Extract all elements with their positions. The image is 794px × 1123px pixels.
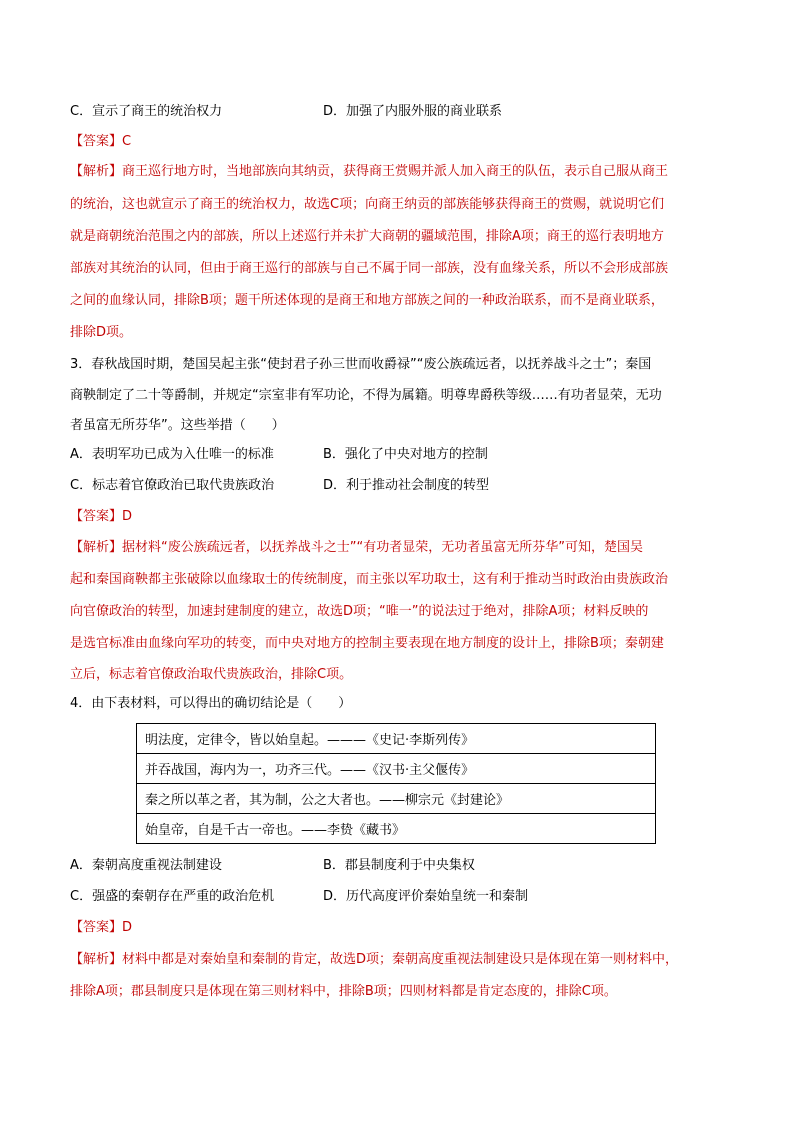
option-a: A．表明军功已成为入仕唯一的标准 bbox=[70, 447, 274, 462]
table-cell: 明法度，定律令，皆以始皇起。———《史记·李斯列传》 bbox=[137, 724, 656, 754]
question-stem: 商鞅制定了二十等爵制，并规定“宗室非有军功论，不得为属籍。明尊卑爵秩等级……有功者显荣，无功 bbox=[70, 388, 662, 403]
answer-value: D bbox=[122, 509, 133, 524]
option-c bbox=[70, 102, 222, 122]
analysis-line: 立后，标志着官僚政治取代贵族政治，排除C项。 bbox=[70, 667, 353, 682]
analysis-text: 材料中都是对秦始皇和秦制的肯定，故选D项；秦朝高度重视法制建设只是体现在第一则材料中， bbox=[122, 952, 679, 967]
analysis-line: 的统治，这也就宣示了商王的统治权力，故选C项；向商王纳贡的部族能够获得商王的赏赐，就说明它们 bbox=[70, 197, 665, 212]
table-cell: 秦之所以革之者，其为制，公之大者也。——柳宗元《封建论》 bbox=[137, 784, 656, 814]
option-text: D．加强了内服外服的商业联系 bbox=[323, 104, 503, 119]
analysis-label: 【解析】 bbox=[70, 164, 123, 179]
source-table bbox=[136, 723, 656, 844]
question-stem: 者虽富无所芬华”。这些举措（ ） bbox=[70, 418, 285, 433]
option-d: D．利于推动社会制度的转型 bbox=[323, 478, 490, 493]
answer-label: 【答案】 bbox=[70, 134, 123, 149]
option-a: A．秦朝高度重视法制建设 bbox=[70, 858, 222, 873]
answer-value: C bbox=[122, 134, 132, 149]
answer-line bbox=[70, 918, 132, 938]
option-d: D．历代高度评价秦始皇统一和秦制 bbox=[323, 889, 529, 904]
table-row bbox=[137, 784, 656, 814]
analysis-line bbox=[70, 950, 678, 970]
analysis-line bbox=[70, 162, 668, 182]
analysis-line bbox=[70, 538, 643, 558]
question-stem: 3．春秋战国时期，楚国吴起主张“使封君子孙三世而收爵禄”“废公族疏远者，以抚养战斗之士”；秦国 bbox=[70, 357, 652, 372]
analysis-text: 据材料“废公族疏远者，以抚养战斗之士”“有功者显荣，无功者虽富无所芬华”可知，楚国吴 bbox=[122, 540, 643, 555]
analysis-text: 商王巡行地方时，当地部族向其纳贡，获得商王赏赐并派人加入商王的队伍，表示自己服从商王 bbox=[122, 164, 669, 179]
analysis-line: 起和秦国商鞅都主张破除以血缘取士的传统制度，而主张以军功取士，这有利于推动当时政治由贵族政治 bbox=[70, 572, 669, 587]
answer-label: 【答案】 bbox=[70, 509, 123, 524]
option-b: B．强化了中央对地方的控制 bbox=[323, 447, 488, 462]
option-c: C．标志着官僚政治已取代贵族政治 bbox=[70, 478, 275, 493]
table-row bbox=[137, 754, 656, 784]
option-text: C．宣示了商王的统治权力 bbox=[70, 104, 223, 119]
answer-line bbox=[70, 507, 132, 527]
option-d bbox=[323, 102, 502, 122]
analysis-line: 向官僚政治的转型，加速封建制度的建立，故选D项；“唯一”的说法过于绝对，排除A项；材料反映的 bbox=[70, 604, 649, 619]
option-c: C．强盛的秦朝存在严重的政治危机 bbox=[70, 889, 275, 904]
analysis-line: 是选官标准由血缘向军功的转变，而中央对地方的控制主要表现在地方制度的设计上，排除B项；秦朝建 bbox=[70, 636, 664, 651]
answer-label: 【答案】 bbox=[70, 920, 123, 935]
table-row bbox=[137, 814, 656, 844]
analysis-label: 【解析】 bbox=[70, 540, 123, 555]
analysis-line: 排除A项；郡县制度只是体现在第三则材料中，排除B项；四则材料都是肯定态度的，排除C项。 bbox=[70, 984, 617, 999]
answer-value: D bbox=[122, 920, 133, 935]
analysis-line: 部族对其统治的认同，但由于商王巡行的部族与自己不属于同一部族，没有血缘关系，所以不会形成部族 bbox=[70, 261, 669, 276]
table-cell: 并吞战国，海内为一，功齐三代。——《汉书·主父偃传》 bbox=[137, 754, 656, 784]
analysis-line: 就是商朝统治范围之内的部族，所以上述巡行并未扩大商朝的疆域范围，排除A项；商王的巡行表明地方 bbox=[70, 229, 664, 244]
answer-line bbox=[70, 132, 131, 152]
option-b: B．郡县制度利于中央集权 bbox=[323, 858, 475, 873]
analysis-line: 之间的血缘认同，排除B项；题干所述体现的是商王和地方部族之间的一种政治联系，而不是商业联系， bbox=[70, 293, 664, 308]
analysis-line: 排除D项。 bbox=[70, 325, 133, 340]
table-row bbox=[137, 724, 656, 754]
table-cell: 始皇帝，自是千古一帝也。——李贽《藏书》 bbox=[137, 814, 656, 844]
analysis-label: 【解析】 bbox=[70, 952, 123, 967]
question-stem: 4．由下表材料，可以得出的确切结论是（ ） bbox=[70, 696, 352, 711]
